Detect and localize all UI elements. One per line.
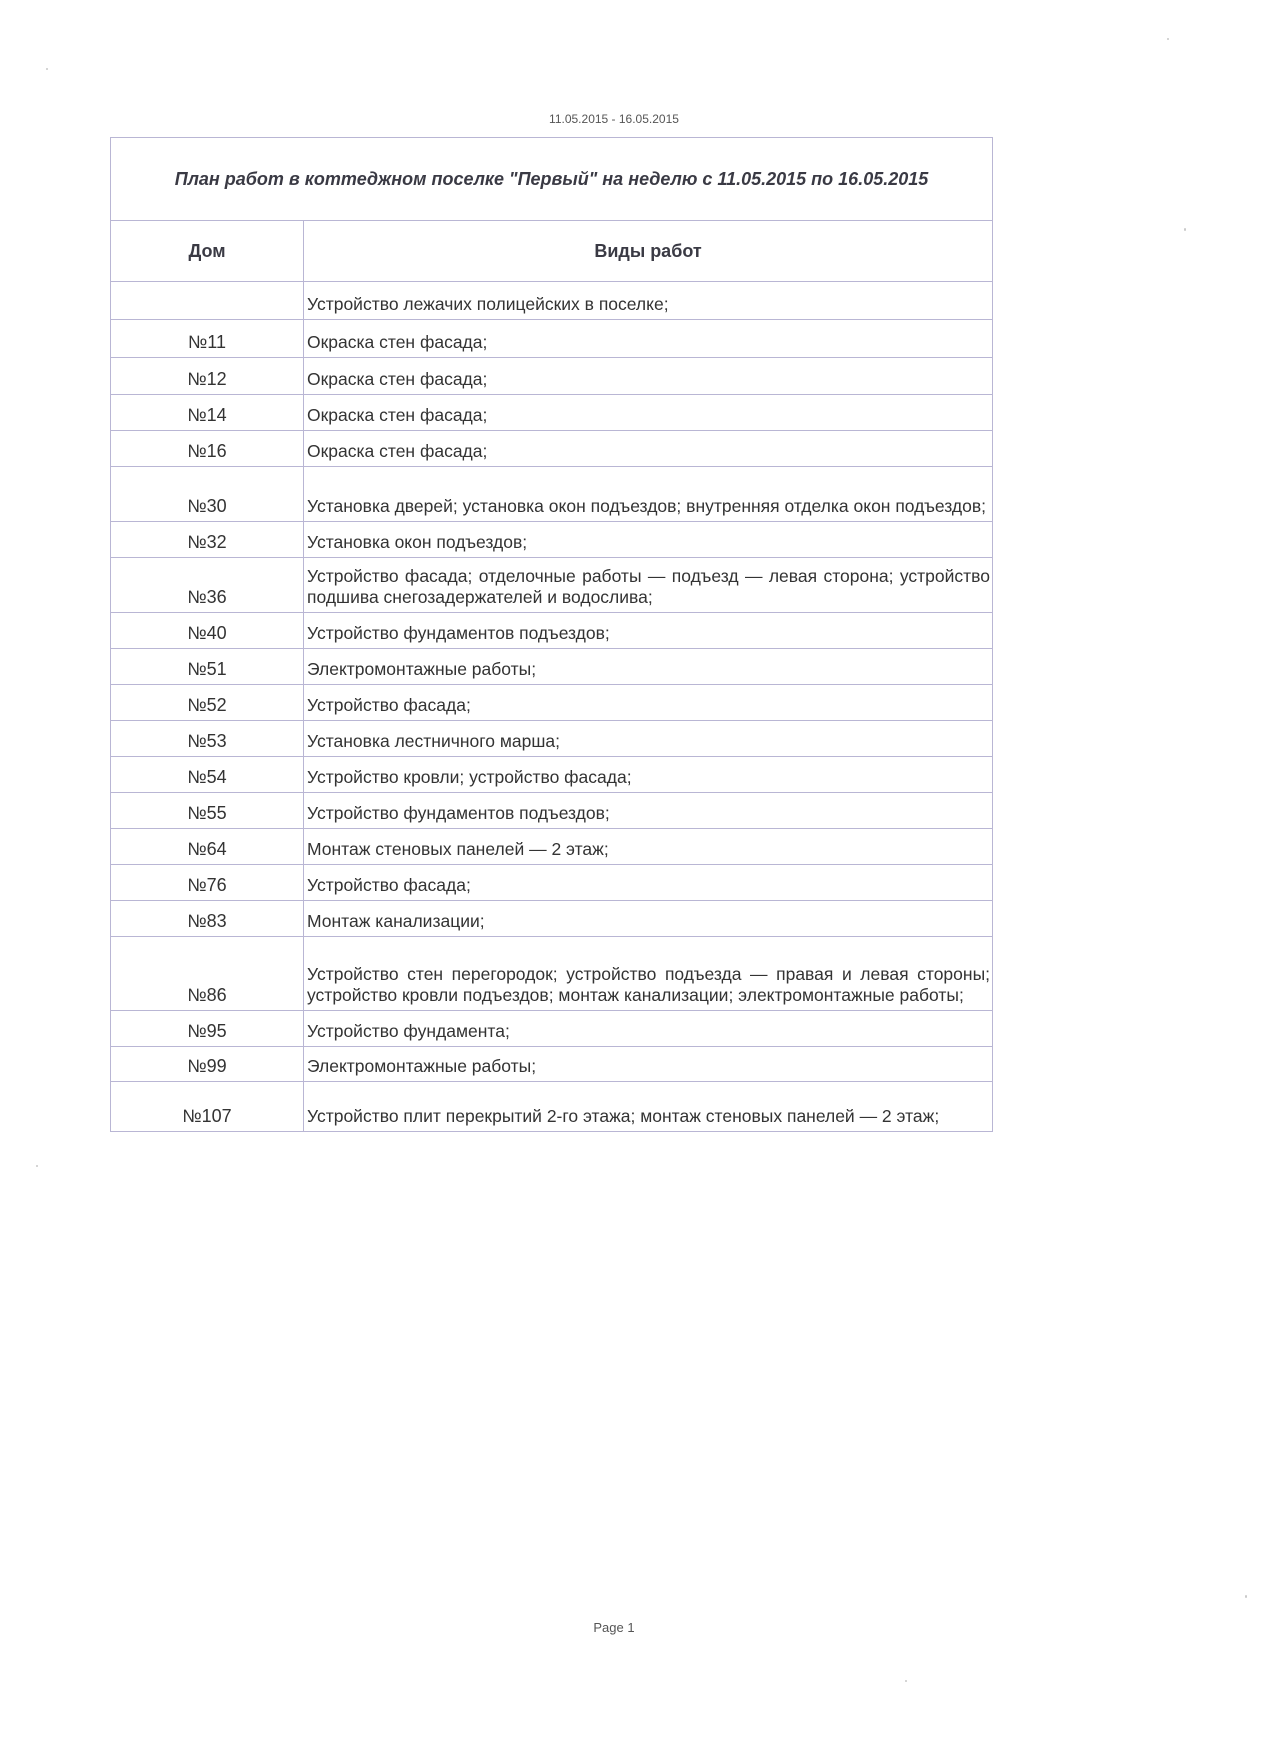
house-number: №30	[111, 467, 304, 522]
work-description: Устройство фасада;	[304, 865, 993, 901]
table-row	[111, 467, 993, 522]
work-description: Устройство стен перегородок; устройство подъезда — правая и левая стороны; устройство кровли подъездов; монтаж канализации; электромонтажные работы;	[304, 937, 993, 1011]
house-number: №107	[111, 1082, 304, 1132]
scan-speck	[46, 68, 48, 70]
work-description: Электромонтажные работы;	[304, 649, 993, 685]
work-description: Окраска стен фасада;	[304, 358, 993, 395]
scan-speck	[1167, 38, 1169, 40]
table-row	[111, 613, 993, 649]
table-row	[111, 395, 993, 431]
house-number: №40	[111, 613, 304, 649]
column-header-house: Дом	[111, 221, 304, 282]
house-number: №52	[111, 685, 304, 721]
page-footer-label: Page 1	[593, 1620, 635, 1635]
table-row	[111, 1047, 993, 1082]
scan-speck	[36, 1165, 38, 1167]
table-row	[111, 757, 993, 793]
work-description: Устройство фундаментов подъездов;	[304, 793, 993, 829]
work-description: Окраска стен фасада;	[304, 320, 993, 358]
work-description: Установка окон подъездов;	[304, 522, 993, 558]
table-row	[111, 901, 993, 937]
house-number: №14	[111, 395, 304, 431]
table-row	[111, 937, 993, 1011]
work-description: Окраска стен фасада;	[304, 431, 993, 467]
table-row	[111, 320, 993, 358]
work-description: Устройство плит перекрытий 2-го этажа; монтаж стеновых панелей — 2 этаж;	[304, 1082, 993, 1132]
column-header-work-types: Виды работ	[304, 221, 993, 282]
table-row	[111, 558, 993, 613]
work-description: Устройство лежачих полицейских в поселке;	[304, 282, 993, 320]
table-title: План работ в коттеджном поселке "Первый" на неделю с 11.05.2015 по 16.05.2015	[111, 138, 993, 221]
work-description: Электромонтажные работы;	[304, 1047, 993, 1082]
scan-speck	[905, 1680, 907, 1682]
house-number: №99	[111, 1047, 304, 1082]
house-number: №83	[111, 901, 304, 937]
house-number: №32	[111, 522, 304, 558]
scan-speck	[1184, 228, 1186, 231]
house-number: №36	[111, 558, 304, 613]
table-row	[111, 358, 993, 395]
table-row	[111, 829, 993, 865]
table-row	[111, 282, 993, 320]
table-row	[111, 685, 993, 721]
table-row	[111, 431, 993, 467]
house-number: №53	[111, 721, 304, 757]
work-description: Монтаж стеновых панелей — 2 этаж;	[304, 829, 993, 865]
house-number: №11	[111, 320, 304, 358]
work-description: Устройство фундаментов подъездов;	[304, 613, 993, 649]
table-row	[111, 649, 993, 685]
table-row	[111, 1011, 993, 1047]
page-header-date-range: 11.05.2015 - 16.05.2015	[549, 112, 679, 126]
house-number	[111, 282, 304, 320]
table-row	[111, 793, 993, 829]
work-description: Устройство фасада; отделочные работы — подъезд — левая сторона; устройство подшива снегозадержателей и водослива;	[304, 558, 993, 613]
house-number: №51	[111, 649, 304, 685]
house-number: №12	[111, 358, 304, 395]
work-description: Устройство кровли; устройство фасада;	[304, 757, 993, 793]
work-description: Устройство фасада;	[304, 685, 993, 721]
house-number: №95	[111, 1011, 304, 1047]
work-description: Окраска стен фасада;	[304, 395, 993, 431]
table-row	[111, 721, 993, 757]
house-number: №64	[111, 829, 304, 865]
house-number: №16	[111, 431, 304, 467]
work-description: Установка лестничного марша;	[304, 721, 993, 757]
work-description: Устройство фундамента;	[304, 1011, 993, 1047]
house-number: №86	[111, 937, 304, 1011]
work-description: Монтаж канализации;	[304, 901, 993, 937]
scan-speck	[1245, 1595, 1247, 1598]
table-row	[111, 522, 993, 558]
house-number: №54	[111, 757, 304, 793]
table-row	[111, 1082, 993, 1132]
work-plan-table	[110, 137, 993, 1132]
house-number: №55	[111, 793, 304, 829]
table-row	[111, 865, 993, 901]
work-description: Установка дверей; установка окон подъездов; внутренняя отделка окон подъездов;	[304, 467, 993, 522]
house-number: №76	[111, 865, 304, 901]
